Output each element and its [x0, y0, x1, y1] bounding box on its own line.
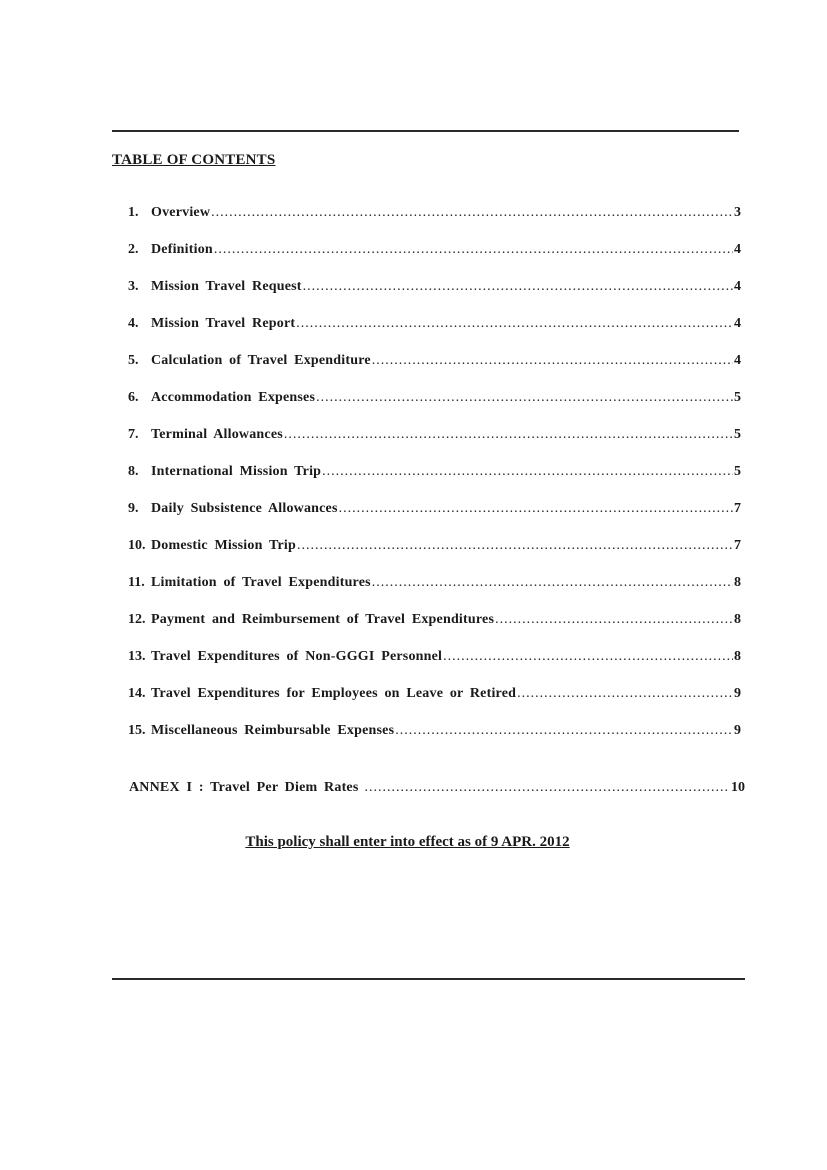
toc-entry-title: Mission Travel Report	[151, 316, 296, 331]
toc-entry	[128, 242, 741, 279]
dot-leader	[339, 501, 733, 517]
toc-entry	[128, 686, 741, 723]
toc-entry-number: 14.	[128, 686, 146, 701]
effective-date-text: This policy shall enter into effect as of 9 APR. 2012	[245, 834, 570, 850]
toc-entry-number: 2.	[128, 242, 139, 257]
dot-leader	[284, 427, 733, 443]
toc-entry-title: Payment and Reimbursement of Travel Expenditures	[151, 612, 495, 627]
toc-entry-page: 5	[734, 390, 741, 405]
toc-entry	[128, 427, 741, 464]
toc-entry	[128, 205, 741, 242]
toc-entry-number: 7.	[128, 427, 139, 442]
toc-entry-number: 3.	[128, 279, 139, 294]
toc-annex-page: 10	[731, 780, 745, 795]
effective-date-note	[0, 834, 827, 851]
toc-entry-number: 4.	[128, 316, 139, 331]
toc-entry	[128, 612, 741, 649]
dot-leader	[322, 464, 733, 480]
dot-leader	[395, 723, 733, 739]
toc-entry	[128, 649, 741, 686]
toc-entry-page: 4	[734, 242, 741, 257]
toc-entry-title: Terminal Allowances	[151, 427, 283, 442]
toc-entry-title: Overview	[151, 205, 211, 220]
toc-entry-number: 15.	[128, 723, 146, 738]
toc-entry-number: 1.	[128, 205, 139, 220]
toc-entry-page: 8	[734, 612, 741, 627]
dot-leader	[365, 780, 731, 796]
toc-entry-page: 4	[734, 353, 741, 368]
toc-entry-page: 5	[734, 464, 741, 479]
toc-entry-number: 13.	[128, 649, 146, 664]
dot-leader	[303, 279, 733, 295]
toc-entry-title: Travel Expenditures of Non-GGGI Personnel	[151, 649, 443, 664]
toc-entry	[128, 316, 741, 353]
dot-leader	[214, 242, 733, 258]
toc-entry-number: 5.	[128, 353, 139, 368]
toc-entry	[128, 501, 741, 538]
toc-entry-number: 6.	[128, 390, 139, 405]
toc-entry-number: 10.	[128, 538, 146, 553]
toc-entry	[128, 390, 741, 427]
toc-entry-number: 8.	[128, 464, 139, 479]
toc-entry-page: 7	[734, 538, 741, 553]
toc-list	[128, 205, 741, 760]
toc-entry-page: 4	[734, 316, 741, 331]
toc-entry-page: 7	[734, 501, 741, 516]
toc-entry-page: 9	[734, 686, 741, 701]
dot-leader	[517, 686, 733, 702]
dot-leader	[296, 316, 733, 332]
toc-entry-title: International Mission Trip	[151, 464, 322, 479]
toc-entry-number: 11.	[128, 575, 145, 590]
dot-leader	[297, 538, 733, 554]
dot-leader	[372, 575, 733, 591]
dot-leader	[372, 353, 733, 369]
toc-entry-title: Limitation of Travel Expenditures	[151, 575, 371, 590]
toc-entry-number: 12.	[128, 612, 146, 627]
toc-entry	[128, 538, 741, 575]
toc-entry-page: 4	[734, 279, 741, 294]
toc-entry-page: 3	[734, 205, 741, 220]
dot-leader	[495, 612, 733, 628]
toc-entry	[128, 723, 741, 760]
toc-entry-number: 9.	[128, 501, 139, 516]
dot-leader	[316, 390, 733, 406]
toc-entry-page: 8	[734, 649, 741, 664]
toc-entry-page: 5	[734, 427, 741, 442]
toc-entry-title: Definition	[151, 242, 213, 257]
bottom-rule	[112, 978, 745, 980]
toc-entry-page: 8	[734, 575, 741, 590]
dot-leader	[211, 205, 733, 221]
toc-entry	[128, 353, 741, 390]
toc-entry-title: Travel Expenditures for Employees on Leave or Retired	[151, 686, 517, 701]
toc-entry-page: 9	[734, 723, 741, 738]
toc-annex-title: ANNEX I : Travel Per Diem Rates	[129, 780, 359, 795]
toc-entry-title: Accommodation Expenses	[151, 390, 316, 405]
toc-heading: TABLE OF CONTENTS	[112, 152, 276, 168]
top-rule	[112, 130, 739, 132]
toc-entry	[128, 575, 741, 612]
toc-entry-title: Mission Travel Request	[151, 279, 302, 294]
toc-entry-title: Calculation of Travel Expenditure	[151, 353, 371, 368]
toc-entry-title: Daily Subsistence Allowances	[151, 501, 338, 516]
toc-entry	[128, 279, 741, 316]
dot-leader	[443, 649, 733, 665]
toc-entry-title: Domestic Mission Trip	[151, 538, 297, 553]
toc-entry-title: Miscellaneous Reimbursable Expenses	[151, 723, 395, 738]
toc-annex-entry	[129, 780, 745, 796]
toc-entry	[128, 464, 741, 501]
